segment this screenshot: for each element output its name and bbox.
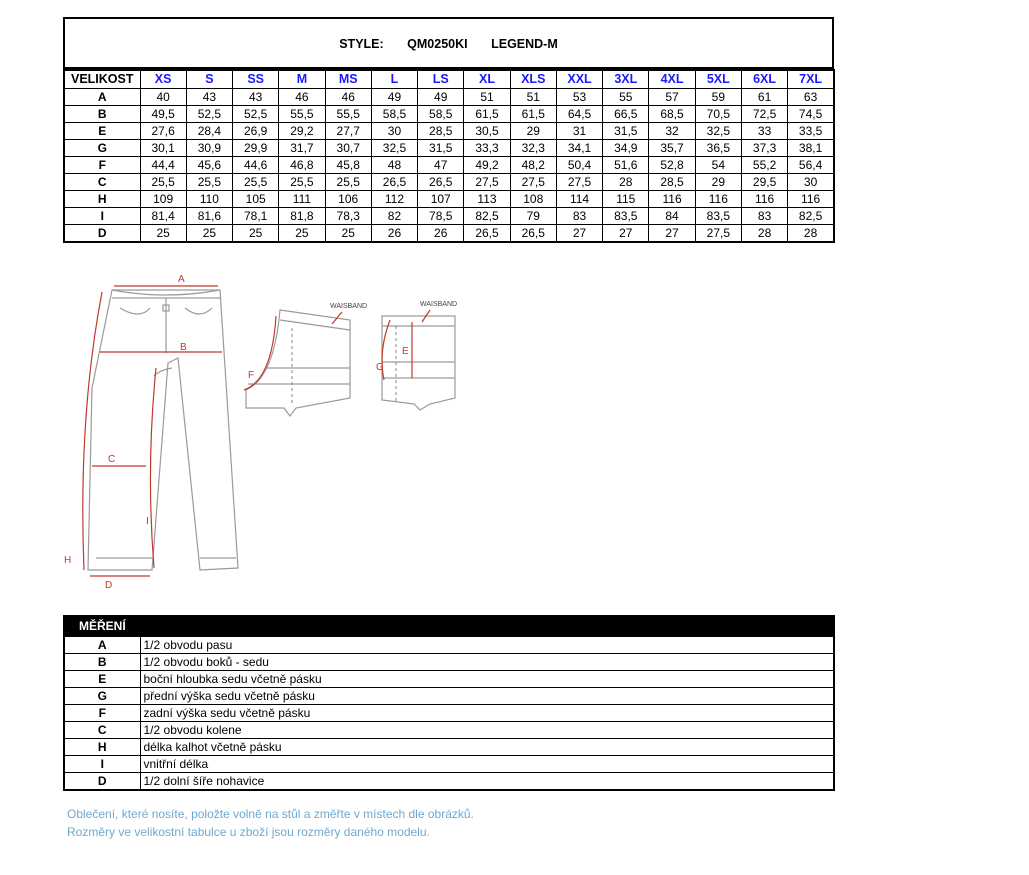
size-cell: 25 [233,225,279,243]
size-cell: 37,3 [741,140,787,157]
size-cell: 47 [418,157,464,174]
size-cell: 45,8 [325,157,371,174]
legend-code: B [64,654,140,671]
size-cell: 83 [741,208,787,225]
size-cell: 29 [695,174,741,191]
size-cell: 105 [233,191,279,208]
size-cell: 81,6 [186,208,232,225]
size-header-row [64,70,834,89]
size-cell: 68,5 [649,106,695,123]
size-cell: 25,5 [279,174,325,191]
size-cell: 30,5 [464,123,510,140]
size-header-ls: LS [418,70,464,89]
size-cell: 28 [603,174,649,191]
size-row-label: I [64,208,140,225]
size-row-i [64,208,834,225]
size-cell: 25 [279,225,325,243]
size-cell: 32,5 [371,140,417,157]
size-cell: 63 [788,89,834,106]
size-header-m: M [279,70,325,89]
size-header-s: S [186,70,232,89]
size-row-label: B [64,106,140,123]
size-row-b [64,106,834,123]
label-c: C [108,454,116,465]
size-header-ms: MS [325,70,371,89]
size-cell: 34,1 [556,140,602,157]
size-cell: 25 [140,225,186,243]
size-cell: 44,4 [140,157,186,174]
size-cell: 30 [371,123,417,140]
size-cell: 31,5 [603,123,649,140]
label-f: F [248,370,255,381]
size-cell: 33,3 [464,140,510,157]
size-cell: 27,5 [510,174,556,191]
size-header-xs: XS [140,70,186,89]
size-cell: 46 [279,89,325,106]
size-cell: 83 [556,208,602,225]
size-cell: 115 [603,191,649,208]
size-cell: 82,5 [788,208,834,225]
size-cell: 28 [788,225,834,243]
size-cell: 46 [325,89,371,106]
size-cell: 52,5 [233,106,279,123]
size-cell: 114 [556,191,602,208]
size-cell: 29,5 [741,174,787,191]
size-header-4xl: 4XL [649,70,695,89]
size-cell: 83,5 [695,208,741,225]
size-cell: 55,2 [741,157,787,174]
size-cell: 36,5 [695,140,741,157]
legend-header [64,616,834,637]
size-header-7xl: 7XL [788,70,834,89]
size-cell: 49,2 [464,157,510,174]
legend-code: G [64,688,140,705]
legend-row-g [64,688,834,705]
size-cell: 111 [279,191,325,208]
size-cell: 84 [649,208,695,225]
size-header-5xl: 5XL [695,70,741,89]
size-row-label: E [64,123,140,140]
size-cell: 61 [741,89,787,106]
size-corner-label: VELIKOST [64,70,140,89]
size-cell: 32 [649,123,695,140]
size-cell: 112 [371,191,417,208]
size-cell: 29,2 [279,123,325,140]
style-header [63,17,834,69]
size-cell: 48,2 [510,157,556,174]
size-cell: 74,5 [788,106,834,123]
size-cell: 31,7 [279,140,325,157]
size-cell: 51,6 [603,157,649,174]
size-cell: 51 [464,89,510,106]
size-cell: 29,9 [233,140,279,157]
size-header-xl: XL [464,70,510,89]
size-cell: 78,1 [233,208,279,225]
size-cell: 29 [510,123,556,140]
size-cell: 34,9 [603,140,649,157]
size-cell: 49,5 [140,106,186,123]
size-cell: 72,5 [741,106,787,123]
size-cell: 58,5 [371,106,417,123]
size-cell: 55 [603,89,649,106]
legend-code: A [64,637,140,654]
size-row-label: F [64,157,140,174]
size-cell: 43 [233,89,279,106]
legend-description: délka kalhot včetně pásku [140,739,834,756]
size-cell: 27,5 [464,174,510,191]
size-cell: 64,5 [556,106,602,123]
size-header-6xl: 6XL [741,70,787,89]
size-cell: 113 [464,191,510,208]
legend-title: MĚŘENÍ [64,616,834,637]
size-cell: 57 [649,89,695,106]
size-cell: 30,9 [186,140,232,157]
size-cell: 106 [325,191,371,208]
size-header-l: L [371,70,417,89]
label-b: B [180,342,187,353]
size-cell: 51 [510,89,556,106]
size-cell: 116 [649,191,695,208]
size-cell: 81,8 [279,208,325,225]
size-cell: 48 [371,157,417,174]
size-cell: 27,5 [556,174,602,191]
size-cell: 28 [741,225,787,243]
size-cell: 66,5 [603,106,649,123]
size-row-label: H [64,191,140,208]
size-row-label: D [64,225,140,243]
legend-row-h [64,739,834,756]
legend-code: C [64,722,140,739]
size-cell: 27,7 [325,123,371,140]
size-cell: 27,5 [695,225,741,243]
side-view-front [382,316,455,410]
size-cell: 31 [556,123,602,140]
size-cell: 50,4 [556,157,602,174]
size-cell: 82 [371,208,417,225]
size-row-d [64,225,834,243]
size-cell: 116 [788,191,834,208]
size-row-h [64,191,834,208]
legend-description: zadní výška sedu včetně pásku [140,705,834,722]
legend-description: 1/2 obvodu kolene [140,722,834,739]
size-cell: 83,5 [603,208,649,225]
size-row-c [64,174,834,191]
trousers-outline [88,290,238,570]
size-cell: 58,5 [418,106,464,123]
size-cell: 32,5 [695,123,741,140]
legend-description: 1/2 obvodu pasu [140,637,834,654]
side-view-back [246,310,350,416]
size-cell: 45,6 [186,157,232,174]
size-cell: 43 [186,89,232,106]
style-line [65,37,832,51]
size-header-3xl: 3XL [603,70,649,89]
size-cell: 108 [510,191,556,208]
size-cell: 61,5 [510,106,556,123]
size-cell: 116 [695,191,741,208]
size-cell: 44,6 [233,157,279,174]
size-cell: 25,5 [140,174,186,191]
size-row-e [64,123,834,140]
size-cell: 52,8 [649,157,695,174]
size-cell: 110 [186,191,232,208]
measurement-legend [63,615,835,791]
size-cell: 56,4 [788,157,834,174]
size-cell: 25,5 [186,174,232,191]
size-row-g [64,140,834,157]
legend-code: D [64,773,140,791]
size-row-label: A [64,89,140,106]
size-cell: 25,5 [233,174,279,191]
legend-code: I [64,756,140,773]
label-d: D [105,580,113,591]
size-cell: 38,1 [788,140,834,157]
style-code: QM0250KI [407,37,468,51]
size-row-a [64,89,834,106]
size-cell: 28,5 [418,123,464,140]
waistband-label-2: WAISBAND [420,301,458,308]
size-cell: 28,4 [186,123,232,140]
size-cell: 27,6 [140,123,186,140]
legend-row-d [64,773,834,791]
size-cell: 53 [556,89,602,106]
label-e: E [402,346,409,357]
size-cell: 26 [371,225,417,243]
size-cell: 26,9 [233,123,279,140]
legend-description: 1/2 dolní šíře nohavice [140,773,834,791]
size-cell: 54 [695,157,741,174]
legend-row-e [64,671,834,688]
size-cell: 70,5 [695,106,741,123]
legend-description: přední výška sedu včetně pásku [140,688,834,705]
legend-row-f [64,705,834,722]
size-cell: 33 [741,123,787,140]
size-cell: 61,5 [464,106,510,123]
size-cell: 25 [186,225,232,243]
size-cell: 30,1 [140,140,186,157]
legend-row-a [64,637,834,654]
size-table [63,69,835,243]
legend-code: E [64,671,140,688]
legend-row-c [64,722,834,739]
size-cell: 78,3 [325,208,371,225]
style-label: STYLE: [339,37,384,51]
size-cell: 31,5 [418,140,464,157]
size-cell: 46,8 [279,157,325,174]
size-cell: 26,5 [371,174,417,191]
size-cell: 27 [556,225,602,243]
legend-code: F [64,705,140,722]
size-cell: 79 [510,208,556,225]
label-h: H [64,555,72,566]
size-cell: 26 [418,225,464,243]
legend-description: boční hloubka sedu včetně pásku [140,671,834,688]
label-g: G [376,362,384,373]
legend-code: H [64,739,140,756]
size-cell: 30,7 [325,140,371,157]
size-cell: 49 [418,89,464,106]
size-row-label: G [64,140,140,157]
note-line-1: Oblečení, které nosíte, položte volně na stůl a změřte v místech dle obrázků. [67,807,474,821]
size-cell: 26,5 [510,225,556,243]
size-cell: 59 [695,89,741,106]
size-cell: 55,5 [325,106,371,123]
size-cell: 28,5 [649,174,695,191]
size-row-label: C [64,174,140,191]
waistband-label-1: WAISBAND [330,303,368,310]
size-cell: 33,5 [788,123,834,140]
size-row-f [64,157,834,174]
size-cell: 26,5 [418,174,464,191]
size-cell: 49 [371,89,417,106]
size-cell: 55,5 [279,106,325,123]
legend-row-b [64,654,834,671]
legend-description: 1/2 obvodu boků - sedu [140,654,834,671]
legend-row-i [64,756,834,773]
style-model: LEGEND-M [491,37,558,51]
size-cell: 30 [788,174,834,191]
measurement-diagram [60,268,480,598]
size-cell: 116 [741,191,787,208]
size-cell: 27 [649,225,695,243]
size-header-ss: SS [233,70,279,89]
size-cell: 78,5 [418,208,464,225]
size-cell: 32,3 [510,140,556,157]
size-cell: 82,5 [464,208,510,225]
size-cell: 25,5 [325,174,371,191]
size-header-xls: XLS [510,70,556,89]
size-cell: 81,4 [140,208,186,225]
size-cell: 25 [325,225,371,243]
label-i: I [146,516,149,527]
size-cell: 27 [603,225,649,243]
legend-description: vnitřní délka [140,756,834,773]
size-header-xxl: XXL [556,70,602,89]
size-cell: 52,5 [186,106,232,123]
size-cell: 35,7 [649,140,695,157]
label-a: A [178,274,185,285]
size-cell: 40 [140,89,186,106]
note-line-2: Rozměry ve velikostní tabulce u zboží jsou rozměry daného modelu. [67,825,430,839]
size-cell: 26,5 [464,225,510,243]
size-cell: 109 [140,191,186,208]
size-cell: 107 [418,191,464,208]
